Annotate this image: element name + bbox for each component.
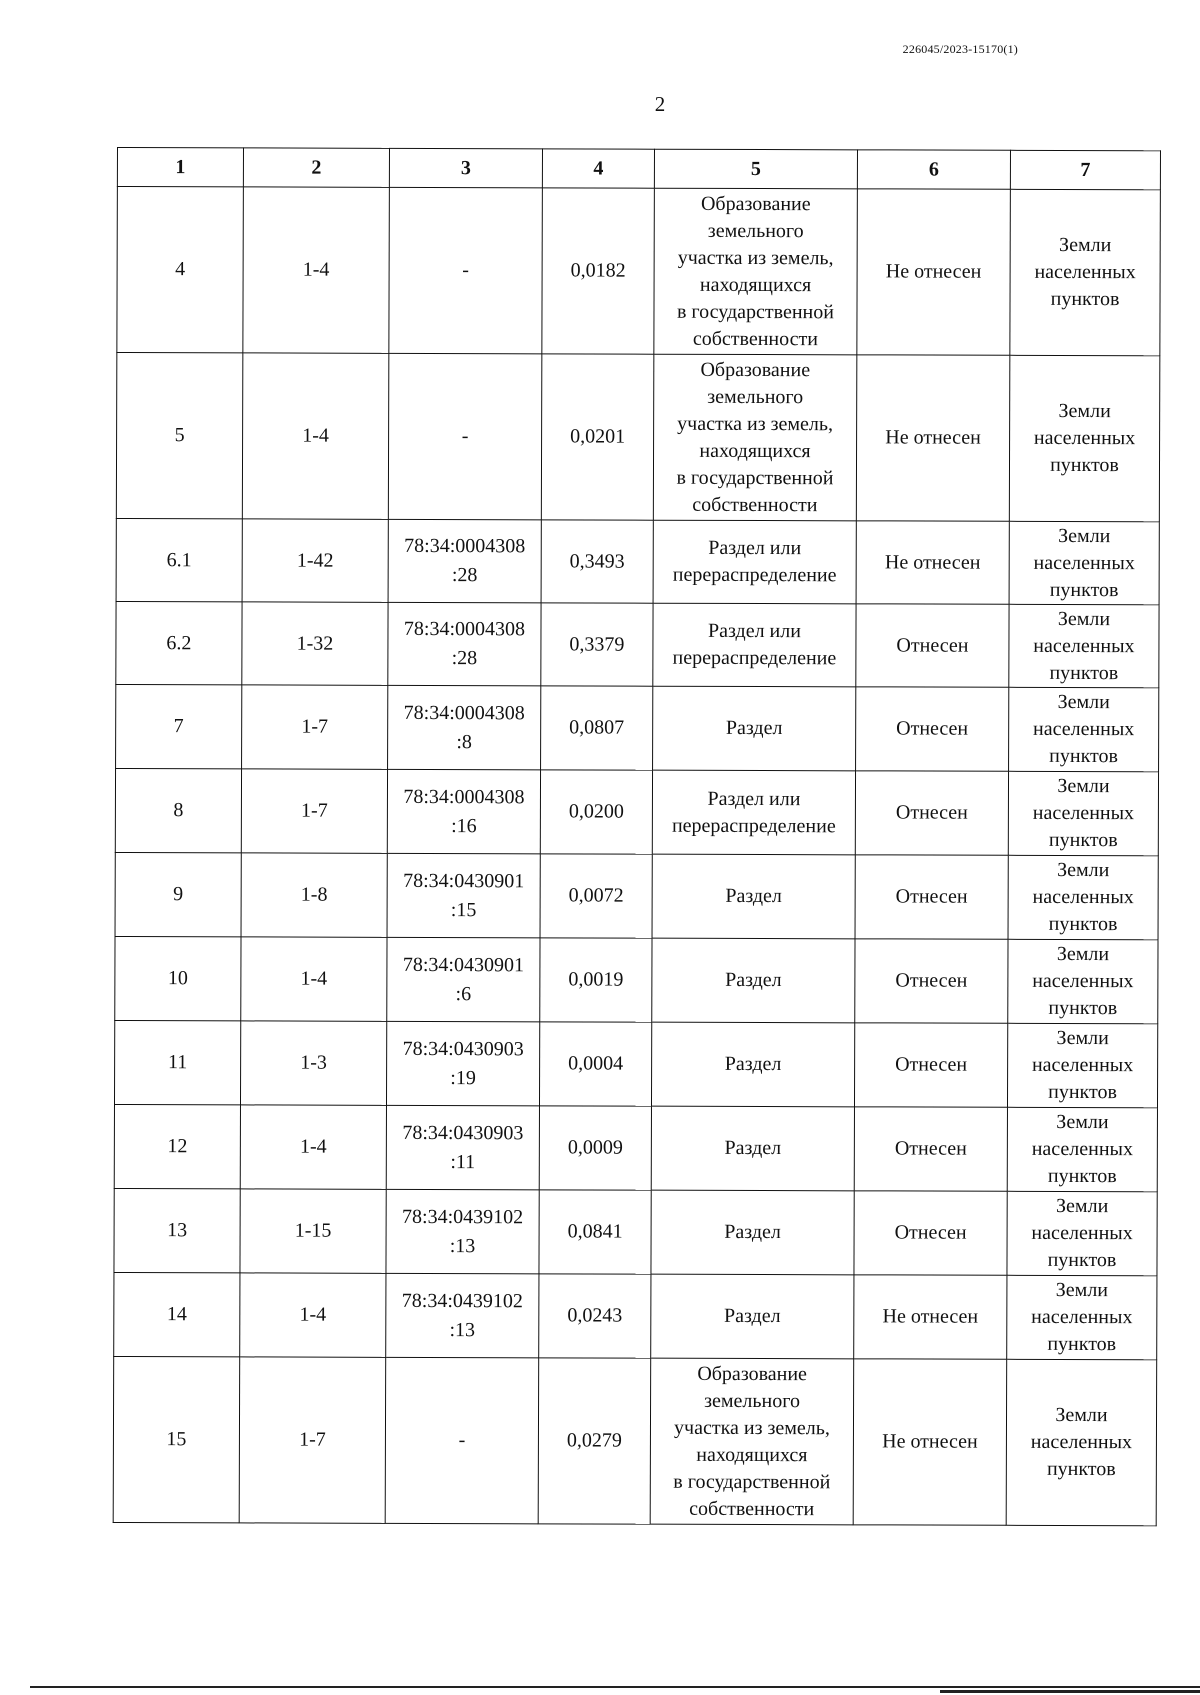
land-category-line: пунктов [1047, 1248, 1117, 1272]
land-category-line: населенных [1031, 1137, 1134, 1161]
land-plots-table [113, 147, 1161, 1526]
land-category-cell [1009, 355, 1160, 521]
land-category-line: населенных [1031, 1221, 1133, 1245]
points-range-cell: 1-4 [240, 1105, 386, 1189]
land-category-line: населенных [1033, 634, 1135, 657]
formation-method-line: находящихся [696, 1443, 808, 1466]
page-number: 2 [654, 92, 666, 116]
category-status-cell: Отнесен [854, 1107, 1007, 1191]
formation-method-line: земельного [707, 385, 804, 408]
formation-method-cell [653, 686, 856, 771]
cadastral-number-cell [386, 1105, 539, 1189]
land-category-line: населенных [1032, 801, 1135, 825]
column-header: 1 [117, 148, 243, 187]
points-range-cell: 1-7 [242, 685, 388, 769]
column-header: 2 [243, 148, 389, 187]
category-status-cell: Не отнесен [857, 189, 1011, 355]
row-number-cell: 15 [113, 1356, 240, 1522]
land-category-line: пунктов [1048, 912, 1118, 936]
table-row [114, 1020, 1157, 1107]
land-category-line: пунктов [1046, 1457, 1116, 1481]
formation-method-line: участка из земель, [674, 1416, 830, 1439]
category-status-cell: Не отнесен [856, 355, 1010, 521]
cadastral-number-line: :11 [450, 1150, 476, 1173]
land-category-line: Земли [1055, 1403, 1108, 1427]
table-row [113, 1356, 1157, 1525]
land-category-line: пунктов [1047, 1332, 1117, 1356]
table-row [116, 518, 1159, 604]
land-category-line: пунктов [1048, 996, 1118, 1020]
table-row [114, 1104, 1157, 1191]
land-category-line: населенных [1032, 885, 1134, 909]
land-category-line: Земли [1059, 233, 1112, 257]
formation-method-line: Раздел [724, 1052, 782, 1076]
area-cell: 0,0009 [539, 1106, 651, 1190]
land-category-line: пунктов [1047, 1164, 1117, 1188]
table-row [117, 187, 1161, 356]
land-category-line: пунктов [1049, 578, 1119, 601]
formation-method-line: Образование [697, 1362, 807, 1385]
area-cell: 0,3379 [541, 603, 653, 686]
formation-method-line: Образование [700, 192, 811, 215]
area-cell: 0,0072 [540, 854, 652, 938]
formation-method-line: Раздел или [707, 619, 802, 643]
land-category-cell [1009, 521, 1159, 604]
area-cell: 0,0200 [540, 770, 652, 854]
cadastral-number-line: :28 [451, 564, 478, 587]
area-cell: 0,0201 [541, 354, 654, 520]
land-category-line: пунктов [1050, 287, 1120, 311]
cadastral-number-line: 78:34:0430901 [402, 953, 525, 976]
row-number-cell: 9 [115, 852, 241, 936]
cadastral-number-cell: - [388, 353, 542, 519]
cadastral-number-cell [386, 1021, 539, 1105]
column-header: 4 [542, 149, 654, 188]
land-category-line: Земли [1057, 690, 1110, 714]
area-cell: 0,0807 [541, 686, 653, 770]
land-category-line: населенных [1030, 1430, 1133, 1454]
cadastral-number-cell [388, 602, 541, 685]
area-cell: 0,0004 [539, 1022, 651, 1106]
cadastral-number-line: 78:34:0439102 [401, 1289, 523, 1312]
land-category-line: Земли [1057, 858, 1110, 882]
area-cell: 0,0243 [539, 1274, 651, 1358]
cadastral-number-line: 78:34:0004308 [403, 617, 526, 641]
formation-method-line: Раздел или [707, 787, 801, 810]
land-category-line: населенных [1033, 717, 1135, 741]
formation-method-cell [654, 188, 858, 355]
area-cell: 0,0841 [539, 1190, 651, 1274]
cadastral-number-line: :6 [455, 982, 472, 1005]
table-row [115, 852, 1158, 939]
formation-method-line: Раздел или [708, 536, 802, 560]
table-row [116, 353, 1160, 522]
land-category-cell [1007, 1191, 1157, 1275]
formation-method-line: собственности [692, 493, 818, 516]
land-category-line: населенных [1032, 969, 1134, 993]
row-number-cell: 7 [116, 684, 242, 768]
cadastral-number-line: 78:34:0004308 [404, 534, 526, 558]
land-category-line: Земли [1057, 774, 1110, 798]
formation-method-line: в государственной [676, 466, 834, 489]
cadastral-number-cell [387, 769, 540, 853]
table-row [114, 1188, 1157, 1275]
cadastral-number-line: :8 [456, 730, 472, 753]
row-number-cell: 4 [117, 187, 244, 353]
category-status-cell: Отнесен [855, 771, 1008, 855]
formation-method-line: собственности [689, 1497, 815, 1520]
land-category-line: Земли [1056, 1194, 1109, 1218]
cadastral-number-cell: - [389, 187, 543, 353]
formation-method-cell [653, 603, 856, 687]
land-category-line: Земли [1058, 524, 1111, 547]
category-status-cell: Не отнесен [856, 521, 1009, 604]
table-row [114, 1272, 1157, 1359]
row-number-cell: 12 [114, 1104, 240, 1188]
points-range-cell: 1-4 [241, 937, 387, 1021]
points-range-cell: 1-15 [240, 1189, 386, 1273]
formation-method-cell [653, 354, 857, 521]
land-category-line: пунктов [1049, 661, 1119, 684]
cadastral-number-line: :19 [450, 1066, 476, 1089]
formation-method-cell [650, 1358, 854, 1525]
cadastral-number-line: 78:34:0430903 [402, 1121, 524, 1144]
category-status-cell: Отнесен [855, 855, 1008, 939]
formation-method-line: находящихся [699, 273, 812, 296]
bottom-divider [30, 1686, 1200, 1688]
cadastral-number-cell [387, 853, 540, 937]
land-category-line: населенных [1033, 426, 1136, 450]
category-status-cell: Отнесен [855, 939, 1008, 1023]
formation-method-line: Раздел [723, 1304, 781, 1328]
cadastral-number-line: :28 [451, 647, 478, 670]
table-body [113, 187, 1160, 1526]
row-number-cell: 14 [114, 1272, 240, 1356]
category-status-cell: Не отнесен [854, 1275, 1007, 1359]
formation-method-line: собственности [692, 327, 818, 350]
cadastral-number-line: :16 [451, 814, 477, 837]
formation-method-line: Раздел [725, 884, 782, 908]
document-id: 226045/2023-15170(1) [902, 42, 1018, 56]
table-row [115, 936, 1158, 1023]
cadastral-number-line: :13 [449, 1234, 476, 1257]
formation-method-line: Раздел [724, 1220, 781, 1244]
land-category-line: населенных [1031, 1305, 1133, 1329]
row-number-cell: 6.1 [116, 518, 242, 601]
cadastral-number-line: 78:34:0430901 [403, 869, 525, 892]
bottom-divider-accent [940, 1690, 1200, 1693]
category-status-cell: Отнесен [856, 687, 1009, 771]
land-category-line: Земли [1055, 1278, 1109, 1302]
land-category-line: пунктов [1048, 1080, 1117, 1104]
formation-method-cell [651, 1190, 854, 1275]
formation-method-line: участка из земель, [677, 246, 834, 269]
land-category-line: Земли [1056, 1026, 1109, 1050]
column-header: 7 [1010, 150, 1160, 189]
category-status-cell: Отнесен [856, 604, 1009, 687]
formation-method-cell [651, 1106, 854, 1191]
column-header: 3 [389, 148, 542, 187]
column-header: 6 [857, 150, 1010, 189]
land-category-cell [1009, 604, 1159, 687]
land-category-line: пунктов [1050, 453, 1119, 477]
formation-method-cell [653, 520, 856, 604]
points-range-cell: 1-8 [241, 853, 387, 937]
land-category-cell [1009, 687, 1159, 771]
cadastral-number-line: 78:34:0439102 [402, 1205, 524, 1228]
cadastral-number-line: :15 [450, 898, 477, 921]
cadastral-number-line: 78:34:0004308 [403, 701, 525, 724]
area-cell: 0,0279 [538, 1358, 651, 1524]
area-cell: 0,0182 [542, 188, 655, 354]
points-range-cell: 1-4 [243, 187, 390, 353]
land-category-line: Земли [1057, 607, 1111, 630]
formation-method-line: Раздел [725, 716, 783, 740]
formation-method-line: Раздел [725, 968, 782, 992]
formation-method-line: перераспределение [671, 814, 836, 837]
land-category-cell [1007, 1023, 1157, 1107]
table-row [116, 684, 1159, 771]
formation-method-cell [652, 854, 855, 939]
points-range-cell: 1-3 [240, 1021, 386, 1105]
category-status-cell: Отнесен [854, 1023, 1007, 1107]
formation-method-line: земельного [704, 1389, 801, 1412]
row-number-cell: 10 [115, 936, 241, 1020]
land-category-cell [1007, 1107, 1157, 1191]
land-category-cell [1008, 855, 1158, 939]
table-row [116, 601, 1159, 687]
area-cell: 0,0019 [540, 938, 652, 1022]
land-category-line: пунктов [1048, 828, 1118, 852]
cadastral-number-cell: - [385, 1357, 539, 1523]
land-category-cell [1006, 1359, 1157, 1525]
land-category-line: пунктов [1049, 744, 1119, 768]
table-header-row [117, 148, 1160, 190]
cadastral-number-cell [388, 519, 541, 602]
formation-method-line: находящихся [699, 439, 811, 462]
land-category-line: населенных [1031, 1053, 1134, 1077]
points-range-cell: 1-4 [242, 353, 389, 519]
formation-method-cell [652, 938, 855, 1023]
row-number-cell: 6.2 [116, 601, 242, 684]
points-range-cell: 1-4 [240, 1273, 386, 1357]
formation-method-cell [651, 1274, 854, 1359]
formation-method-line: Раздел [724, 1136, 782, 1160]
points-range-cell: 1-7 [239, 1357, 386, 1523]
cadastral-number-line: 78:34:0430903 [402, 1037, 524, 1060]
land-category-line: Земли [1058, 399, 1111, 423]
cadastral-number-cell [388, 685, 541, 769]
formation-method-line: перераспределение [672, 646, 837, 670]
land-category-line: населенных [1034, 260, 1136, 284]
points-range-cell: 1-32 [242, 602, 388, 685]
formation-method-line: в государственной [676, 300, 835, 323]
points-range-cell: 1-7 [241, 769, 387, 853]
row-number-cell: 8 [115, 768, 241, 852]
table-row [115, 768, 1158, 855]
land-category-line: Земли [1056, 942, 1110, 966]
land-category-line: населенных [1033, 551, 1135, 574]
cadastral-number-cell [386, 1189, 539, 1273]
land-category-cell [1010, 189, 1161, 355]
cadastral-number-line: :13 [449, 1318, 476, 1341]
formation-method-line: в государственной [673, 1470, 831, 1493]
category-status-cell: Отнесен [854, 1191, 1007, 1275]
formation-method-line: участка из земель, [677, 412, 834, 435]
formation-method-cell [651, 1022, 854, 1107]
formation-method-cell [652, 770, 855, 855]
row-number-cell: 5 [116, 353, 243, 519]
area-cell: 0,3493 [541, 520, 653, 603]
cadastral-number-cell [386, 1273, 539, 1357]
land-category-cell [1008, 771, 1158, 855]
land-category-cell [1007, 1275, 1157, 1359]
column-header: 5 [654, 149, 857, 189]
formation-method-line: перераспределение [672, 563, 837, 587]
cadastral-number-cell [387, 937, 540, 1021]
formation-method-line: земельного [707, 219, 804, 242]
formation-method-line: Образование [700, 358, 811, 381]
cadastral-number-line: 78:34:0004308 [403, 785, 525, 808]
land-category-line: Земли [1056, 1110, 1109, 1134]
row-number-cell: 11 [114, 1020, 240, 1104]
points-range-cell: 1-42 [242, 519, 388, 602]
row-number-cell: 13 [114, 1188, 240, 1272]
category-status-cell: Не отнесен [853, 1359, 1007, 1525]
land-category-cell [1008, 939, 1158, 1023]
